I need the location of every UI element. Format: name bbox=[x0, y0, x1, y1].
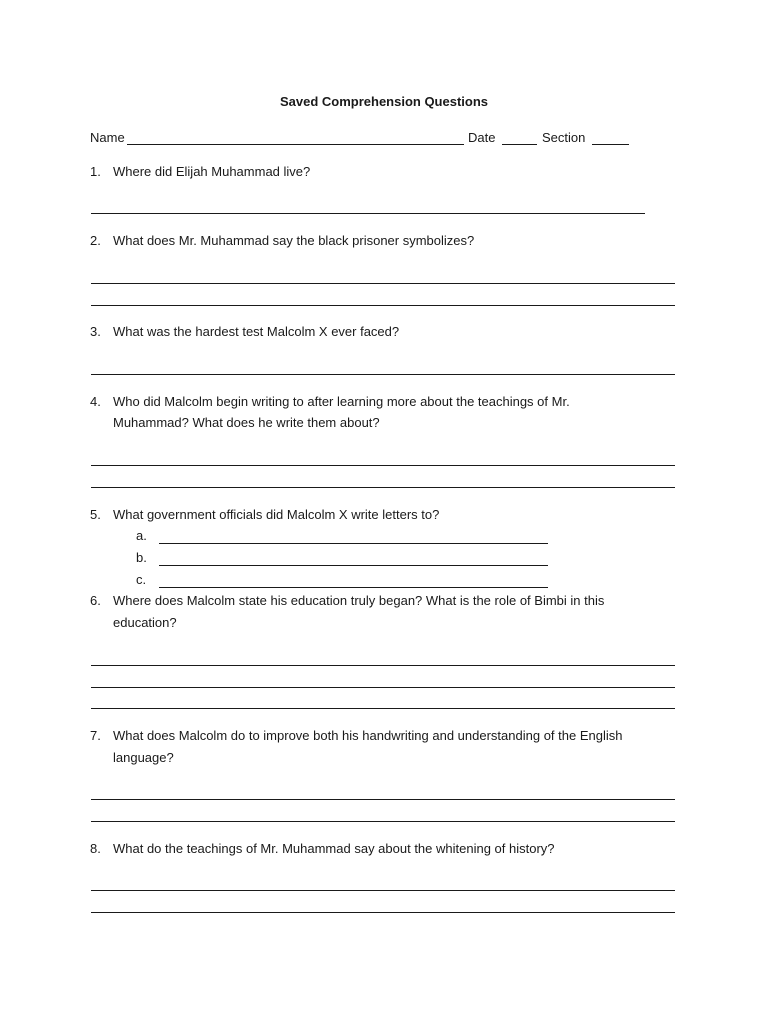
question-7-text-line-2: language? bbox=[113, 750, 174, 765]
question-1-text: Where did Elijah Muhammad live? bbox=[113, 164, 311, 179]
question-5-item-b-label: b. bbox=[136, 550, 147, 565]
question-3-text: What was the hardest test Malcolm X ever faced? bbox=[113, 324, 400, 339]
question-6-text-line-2: education? bbox=[113, 615, 177, 630]
question-4-answer-line[interactable] bbox=[91, 465, 675, 466]
question-1-number: 1. bbox=[90, 164, 101, 179]
date-label: Date bbox=[468, 130, 496, 145]
question-6-answer-line[interactable] bbox=[91, 687, 675, 688]
question-2-text: What does Mr. Muhammad say the black prisoner symbolizes? bbox=[113, 233, 475, 248]
question-4-text-line-2: Muhammad? What does he write them about? bbox=[113, 415, 380, 430]
question-5-item-b-answer-line[interactable] bbox=[159, 565, 548, 566]
question-8-answer-line[interactable] bbox=[91, 890, 675, 891]
question-5-item-c-answer-line[interactable] bbox=[159, 587, 548, 588]
question-6-number: 6. bbox=[90, 593, 101, 608]
question-5-number: 5. bbox=[90, 507, 101, 522]
question-4-text-line-1: Who did Malcolm begin writing to after learning more about the teachings of Mr. bbox=[113, 394, 570, 409]
worksheet-title: Saved Comprehension Questions bbox=[279, 94, 489, 109]
question-7-text-line-1: What does Malcolm do to improve both his handwriting and understanding of the English bbox=[113, 728, 623, 743]
question-5-item-a-answer-line[interactable] bbox=[159, 543, 548, 544]
question-4-answer-line[interactable] bbox=[91, 487, 675, 488]
question-3-number: 3. bbox=[90, 324, 101, 339]
date-field[interactable] bbox=[502, 144, 537, 145]
question-2-answer-line[interactable] bbox=[91, 305, 675, 306]
question-3-answer-line[interactable] bbox=[91, 374, 675, 375]
question-8-text: What do the teachings of Mr. Muhammad say about the whitening of history? bbox=[113, 841, 555, 856]
question-7-number: 7. bbox=[90, 728, 101, 743]
question-5-item-c-label: c. bbox=[136, 572, 147, 587]
question-5-item-a-label: a. bbox=[136, 528, 147, 543]
question-8-number: 8. bbox=[90, 841, 101, 856]
question-7-answer-line[interactable] bbox=[91, 821, 675, 822]
section-field[interactable] bbox=[592, 144, 629, 145]
question-7-answer-line[interactable] bbox=[91, 799, 675, 800]
question-2-answer-line[interactable] bbox=[91, 283, 675, 284]
question-6-answer-line[interactable] bbox=[91, 708, 675, 709]
question-5-text: What government officials did Malcolm X write letters to? bbox=[113, 507, 440, 522]
section-label: Section bbox=[542, 130, 586, 145]
question-2-number: 2. bbox=[90, 233, 101, 248]
name-field[interactable] bbox=[127, 144, 464, 145]
question-8-answer-line[interactable] bbox=[91, 912, 675, 913]
question-6-answer-line[interactable] bbox=[91, 665, 675, 666]
question-4-number: 4. bbox=[90, 394, 101, 409]
name-label: Name bbox=[90, 130, 125, 145]
question-6-text-line-1: Where does Malcolm state his education truly began? What is the role of Bimbi in this bbox=[113, 593, 605, 608]
question-1-answer-line[interactable] bbox=[91, 213, 645, 214]
